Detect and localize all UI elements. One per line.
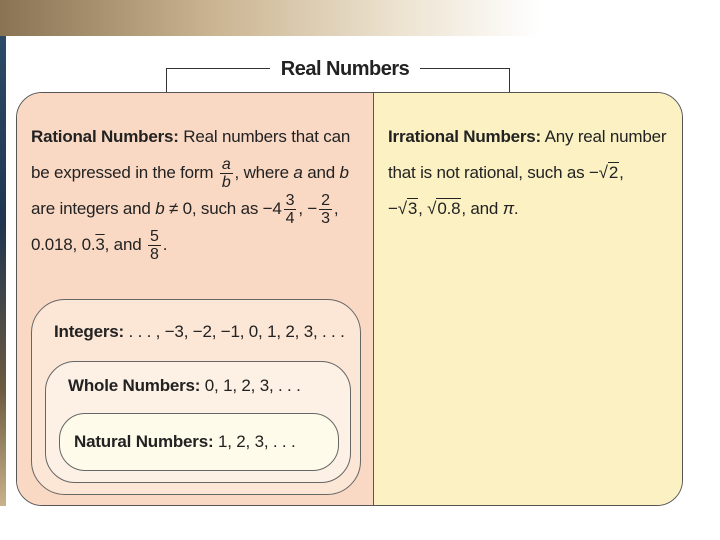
integers-values: . . . , −3, −2, −1, 0, 1, 2, 3, . . .	[124, 322, 345, 341]
fraction-denominator: 8	[149, 246, 159, 264]
rational-line1: Real numbers that can	[178, 127, 351, 146]
pi-symbol: π	[502, 199, 514, 218]
radicand-3: 3	[407, 199, 418, 218]
fraction-numerator: 5	[149, 228, 159, 246]
irrational-line1: Any real number	[541, 127, 667, 146]
rational-line2b: , where	[234, 163, 294, 182]
natural-numbers-oval	[59, 413, 339, 471]
natural-numbers-term: Natural Numbers:	[74, 432, 214, 451]
rational-line4c: .	[162, 235, 168, 255]
natural-numbers-values: 1, 2, 3, . . .	[213, 432, 296, 451]
fraction-denominator: 3	[321, 210, 330, 228]
rational-line3a: are integers and	[31, 199, 156, 219]
irrational-definition	[388, 119, 678, 227]
rational-line4b: , and	[104, 235, 146, 255]
irrational-numbers-pane	[374, 93, 682, 505]
fraction-denominator: b	[221, 174, 231, 192]
and-text: and	[302, 163, 340, 182]
integers-label	[54, 322, 345, 342]
radicand-0-8: 0.8	[437, 199, 461, 218]
background-texture-top	[0, 0, 720, 38]
diagram-title: Real Numbers	[270, 56, 420, 82]
fraction-a-over-b	[220, 156, 233, 191]
rational-line4a: 0.018, 0.	[31, 235, 96, 255]
rational-numbers-pane	[17, 93, 374, 505]
rational-line3c: , −	[298, 199, 318, 219]
rational-line3b: ≠ 0, such as −4	[164, 199, 282, 219]
fraction-numerator: 2	[321, 192, 330, 210]
irrational-line3c: , and	[461, 199, 503, 218]
real-numbers-frame	[16, 92, 683, 506]
fraction-five-eighths	[148, 228, 161, 263]
rational-term: Rational Numbers:	[31, 127, 179, 146]
irrational-line3b: , √	[418, 199, 437, 218]
fraction-numerator: a	[221, 156, 231, 174]
var-b2: b	[155, 199, 165, 219]
fraction-two-thirds	[319, 192, 332, 227]
irrational-line3d: .	[513, 199, 519, 218]
var-a: a	[293, 163, 303, 182]
var-b: b	[339, 163, 349, 182]
irrational-line2a: that is not rational, such as −√	[388, 163, 608, 182]
integers-term: Integers:	[54, 322, 124, 341]
whole-numbers-term: Whole Numbers:	[68, 376, 201, 395]
whole-numbers-label	[68, 376, 301, 396]
rational-line2a: be expressed in the form	[31, 163, 218, 182]
radicand-2: 2	[608, 163, 619, 182]
rational-definition	[31, 119, 361, 263]
irrational-term: Irrational Numbers:	[388, 127, 542, 146]
natural-numbers-label	[74, 432, 296, 452]
fraction-three-fourths	[284, 192, 297, 227]
fraction-denominator: 4	[285, 210, 295, 228]
rational-line3d: ,	[333, 199, 339, 219]
repeating-digit: 3	[95, 235, 105, 255]
irrational-line3a: −√	[388, 199, 407, 218]
fraction-numerator: 3	[285, 192, 295, 210]
whole-numbers-values: 0, 1, 2, 3, . . .	[200, 376, 301, 395]
irrational-line2b: ,	[619, 163, 624, 182]
